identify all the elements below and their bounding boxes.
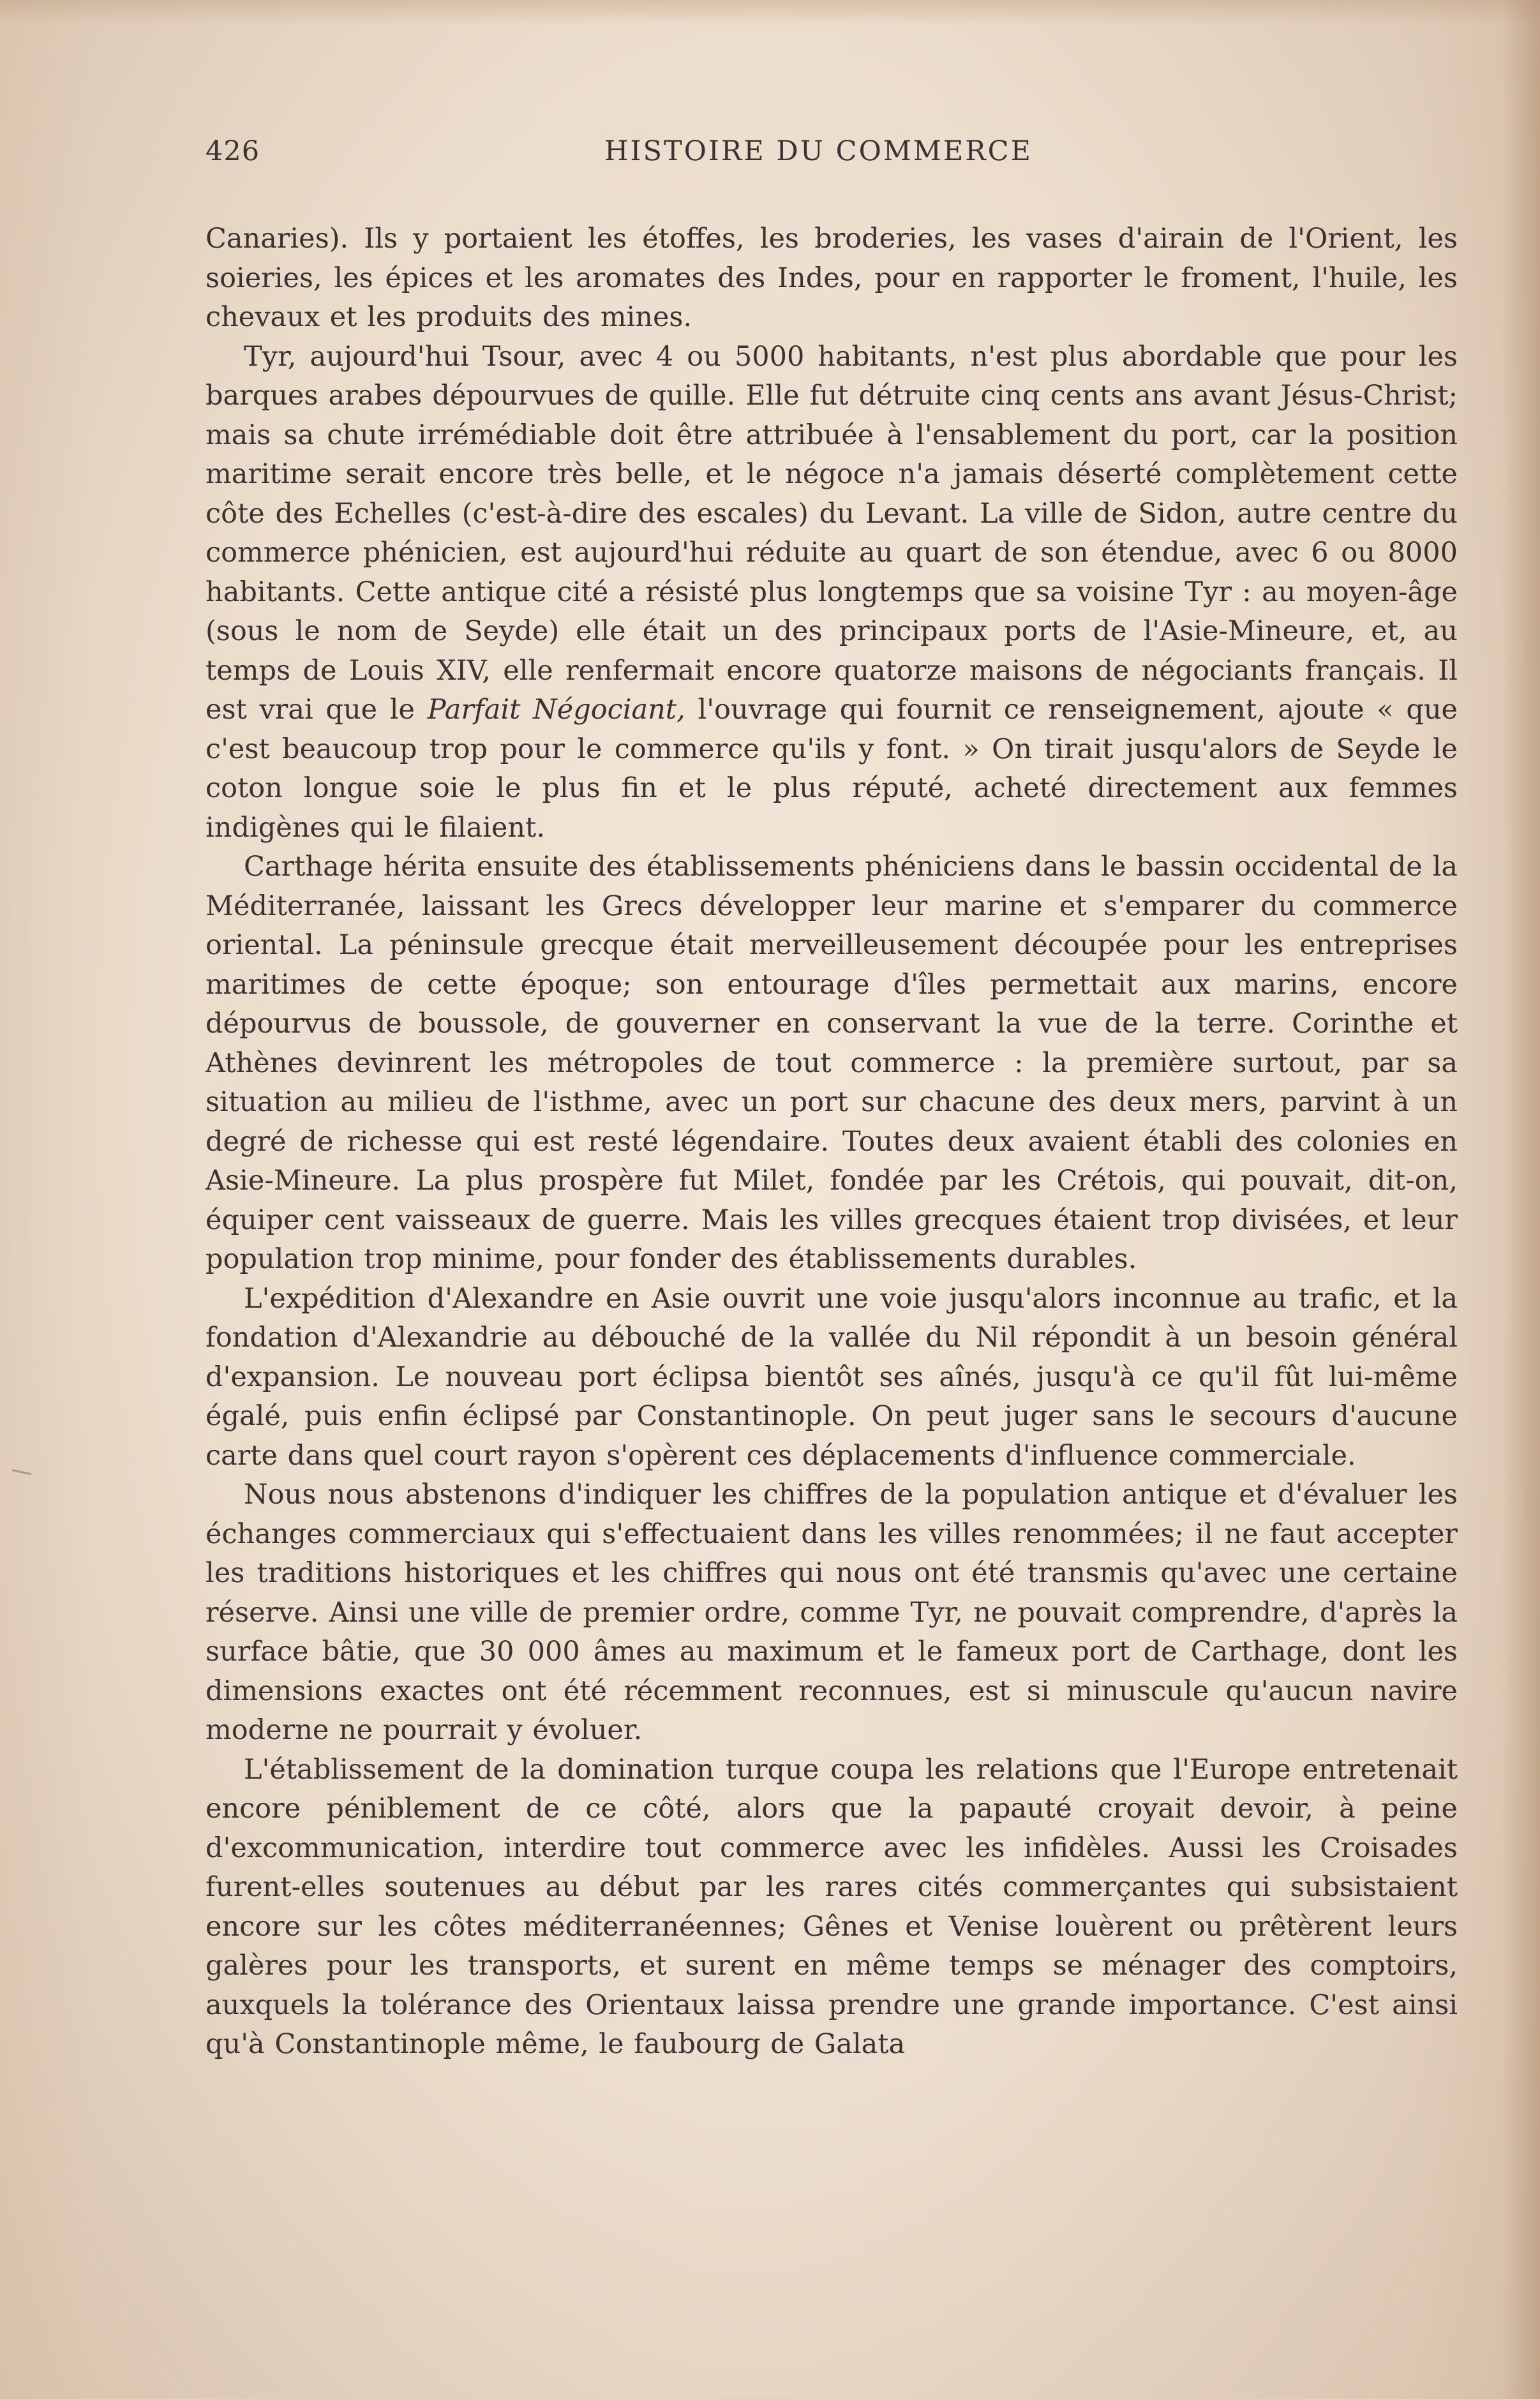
paragraph: L'établissement de la domination turque coupa les relations que l'Europe entretenait encore péniblement de ce côté, alors que la papauté croyait devoir, à peine d'excommunication, interdire tout commerce avec les infidèles. Aussi les Croisades furent-elles soutenues au début par les rares cités commerçantes qui subsistaient encore sur les côtes méditerranéennes; Gênes et Venise louèrent ou prêtèrent leurs galères pour les transports, et surent en même temps se ménager des comptoirs, auxquels la tolérance des Orientaux laissa prendre une grande importance. C'est ainsi qu'à Constantinople même, le faubourg de Galata — [206, 1753, 1458, 2060]
paragraph: L'expédition d'Alexandre en Asie ouvrit une voie jusqu'alors inconnue au trafic, et la fondation d'Alexandrie au débouché de la vallée du Nil répondit à un besoin général d'expansion. Le nouveau port éclipsa bientôt ses aînés, jusqu'à ce qu'il fût lui-même égalé, puis enfin éclipsé par Constantinople. On peut juger sans le secours d'aucune carte dans quel court rayon s'opèrent ces déplacements d'influence commerciale. — [206, 1282, 1458, 1472]
book-title-italic: Parfait Négociant, — [427, 694, 685, 726]
paragraph — [206, 338, 1458, 848]
paragraph: Nous nous abstenons d'indiquer les chiffres de la population antique et d'évaluer les échanges commerciaux qui s'effectuaient dans les villes renommées; il ne faut accepter les traditions historiques et les chiffres qui nous ont été transmis qu'avec une certaine réserve. Ainsi une ville de premier ordre, comme Tyr, ne pouvait comprendre, d'après la surface bâtie, que 30 000 âmes au maximum et le fameux port de Carthage, dont les dimensions exactes ont été récemment reconnues, est si minuscule qu'aucun navire moderne ne pourrait y évoluer. — [206, 1479, 1458, 1746]
paragraph-text: Tyr, aujourd'hui Tsour, avec 4 ou 5000 habitants, n'est plus abordable que pour les barques arabes dépourvues de quille. Elle fut détruite cinq cents ans avant Jésus-Christ; mais sa chute irrémédiable doit être attribuée à l'ensablement du port, car la position maritime serait encore très belle, et le négoce n'a jamais déserté complètement cette côte des Echelles (c'est-à-dire des escales) du Levant. La ville de Sidon, autre centre du commerce phénicien, est aujourd'hui réduite au quart de son étendue, avec 6 ou 8000 habitants. Cette antique cité a résisté plus longtemps que sa voisine Tyr : au moyen-âge (sous le nom de Seyde) elle était un des principaux ports de l'Asie-Mineure, et, au temps de Louis XIV, elle renfermait encore quatorze maisons de négociants français. Il est vrai que le — [206, 340, 1458, 726]
page-header — [206, 135, 1456, 175]
body-text — [206, 220, 1458, 2065]
paragraph: Canaries). Ils y portaient les étoffes, les broderies, les vases d'airain de l'Orient, les soieries, les épices et les aromates des Indes, pour en rapporter le froment, l'huile, les chevaux et les produits des mines. — [206, 223, 1458, 333]
paragraph: Carthage hérita ensuite des établissements phéniciens dans le bassin occidental de la Méditerranée, laissant les Grecs développer leur marine et s'emparer du commerce oriental. La péninsule grecque était merveilleusement découpée pour les entreprises maritimes de cette époque; son entourage d'îles permettait aux marins, encore dépourvus de boussole, de gouverner en conservant la vue de la terre. Corinthe et Athènes devinrent les métropoles de tout commerce : la première surtout, par sa situation au milieu de l'isthme, avec un port sur chacune des deux mers, parvint à un degré de richesse qui est resté légendaire. Toutes deux avaient établi des colonies en Asie-Mineure. La plus prospère fut Milet, fondée par les Crétois, qui pouvait, dit-on, équiper cent vaisseaux de guerre. Mais les villes grecques étaient trop divisées, et leur population trop minime, pour fonder des établissements durables. — [206, 851, 1458, 1275]
margin-pencil-mark — [11, 1469, 31, 1480]
running-title: HISTOIRE DU COMMERCE — [604, 135, 1033, 167]
page-top-shading — [0, 0, 1540, 26]
page-number: 426 — [206, 135, 260, 167]
page-binding-shadow — [1502, 0, 1540, 2399]
paragraph-text: l'ouvrage qui fournit ce renseignement, ajoute « que c'est beaucoup trop pour le commerce qu'ils y font. » On tirait jusqu'alors de Seyde le coton longue soie le plus fin et le plus réputé, acheté directement aux femmes indigènes qui le filaient. — [206, 694, 1458, 844]
